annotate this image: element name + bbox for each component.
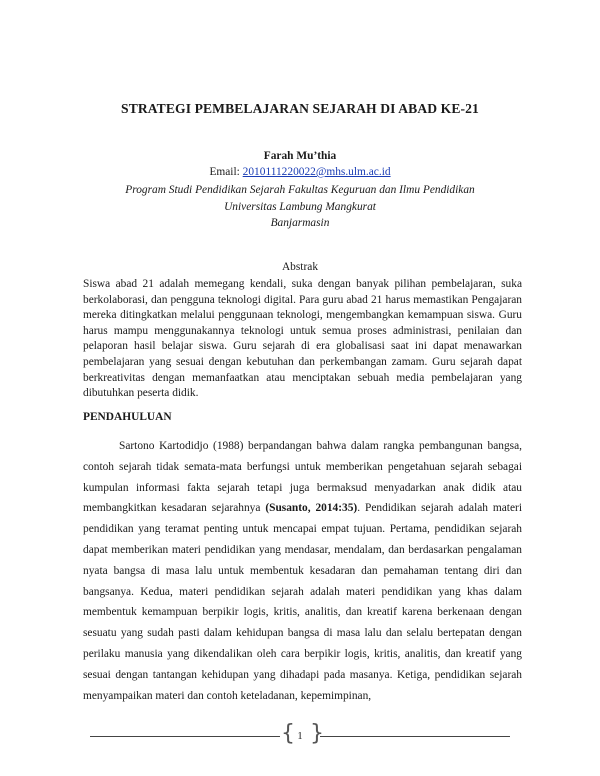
paper-title: STRATEGI PEMBELAJARAN SEJARAH DI ABAD KE-21 (121, 101, 479, 116)
abstract-text: Siswa abad 21 adalah memegang kendali, suka dengan banyak pilihan pembelajaran, suka berkolaborasi, dan pengguna teknologi digital. Para guru abad 21 harus memastikan Pengajaran mereka ditingkatkan melalui penggunaan teknologi, mengembangkan kemampuan siswa. Guru harus mampu menggunakannya teknologi untuk semua proses administrasi, penilaian dan pelaporan hasil belajar siswa. Guru sejarah di era globalisasi saat ini dapat menawarkan pembelajaran yang sesuai dengan kebutuhan dan perkembangan zamam. Guru sejarah dapat berkreativitas dengan memanfaatkan atau menciptakan sebuah media pembelajaran yang dibutuhkan peserta didik. (83, 278, 522, 400)
page-number: 1 (297, 731, 303, 742)
author-affiliation (0, 182, 600, 232)
abstract-heading: Abstrak (281, 261, 319, 273)
affiliation-line-university: Universitas Lambung Mangkurat (224, 200, 376, 213)
affiliation-line-program: Program Studi Pendidikan Sejarah Fakultas Keguruan dan Ilmu Pendidikan (125, 184, 475, 196)
paragraph-text-after-citation: . Pendidikan sejarah adalah materi pendidikan yang teramat penting untuk mencapai empat tujuan. Pertama, pendidikan sejarah dapat memberikan materi pendidikan yang mendasar, mendalam, dan berdasarkan pengalaman nyata bangsa di masa lalu untuk membentuk kesadaran dan pemahaman tentang diri dan bangsanya. Kedua, materi pendidikan sejarah adalah materi pendidikan yang khas dalam membentuk kemampuan berpikir logis, kritis, analitis, dan kreatif karena berkenaan dengan sesuatu yang sudah pasti dalam kehidupan bangsa di masa lalu dan selalu bertepatan dengan perilaku manusia yang dikendalikan oleh cara berpikir logis, kritis, analitis, dan kreatif yang sesuai dengan tantangan kehidupan yang dihadapi pada masanya. Ketiga, pendidikan sejarah menyampaikan materi dan contoh keteladanan, kepemimpinan, (83, 502, 522, 702)
affiliation-line-city: Banjarmasin (270, 217, 330, 229)
email-link[interactable]: 2010111220022@mhs.ulm.ac.id (242, 166, 391, 178)
section-heading-pendahuluan: PENDAHULUAN (83, 411, 172, 423)
citation: (Susanto, 2014:35) (265, 502, 358, 515)
paragraph-text-before-citation: Sartono Kartodidjo (1988) berpandangan bahwa dalam rangka pembangunan bangsa, contoh sejarah tidak semata-mata berfungsi untuk memberikan pengetahuan sejarah sebagai kumpulan informasi fakta sejarah tetapi juga bermaksud menyadarkan anak didik atau membangkitkan kesadaran sejarahnya (83, 440, 522, 515)
left-brace-ornament: { (281, 721, 295, 746)
body-paragraph (83, 436, 522, 706)
email-label: Email: (209, 166, 243, 178)
right-brace-ornament: } (310, 721, 324, 746)
author-email (0, 166, 600, 178)
author-name: Farah Mu’thia (263, 150, 337, 162)
footer-rule-right (320, 736, 510, 737)
section-body (83, 436, 522, 706)
